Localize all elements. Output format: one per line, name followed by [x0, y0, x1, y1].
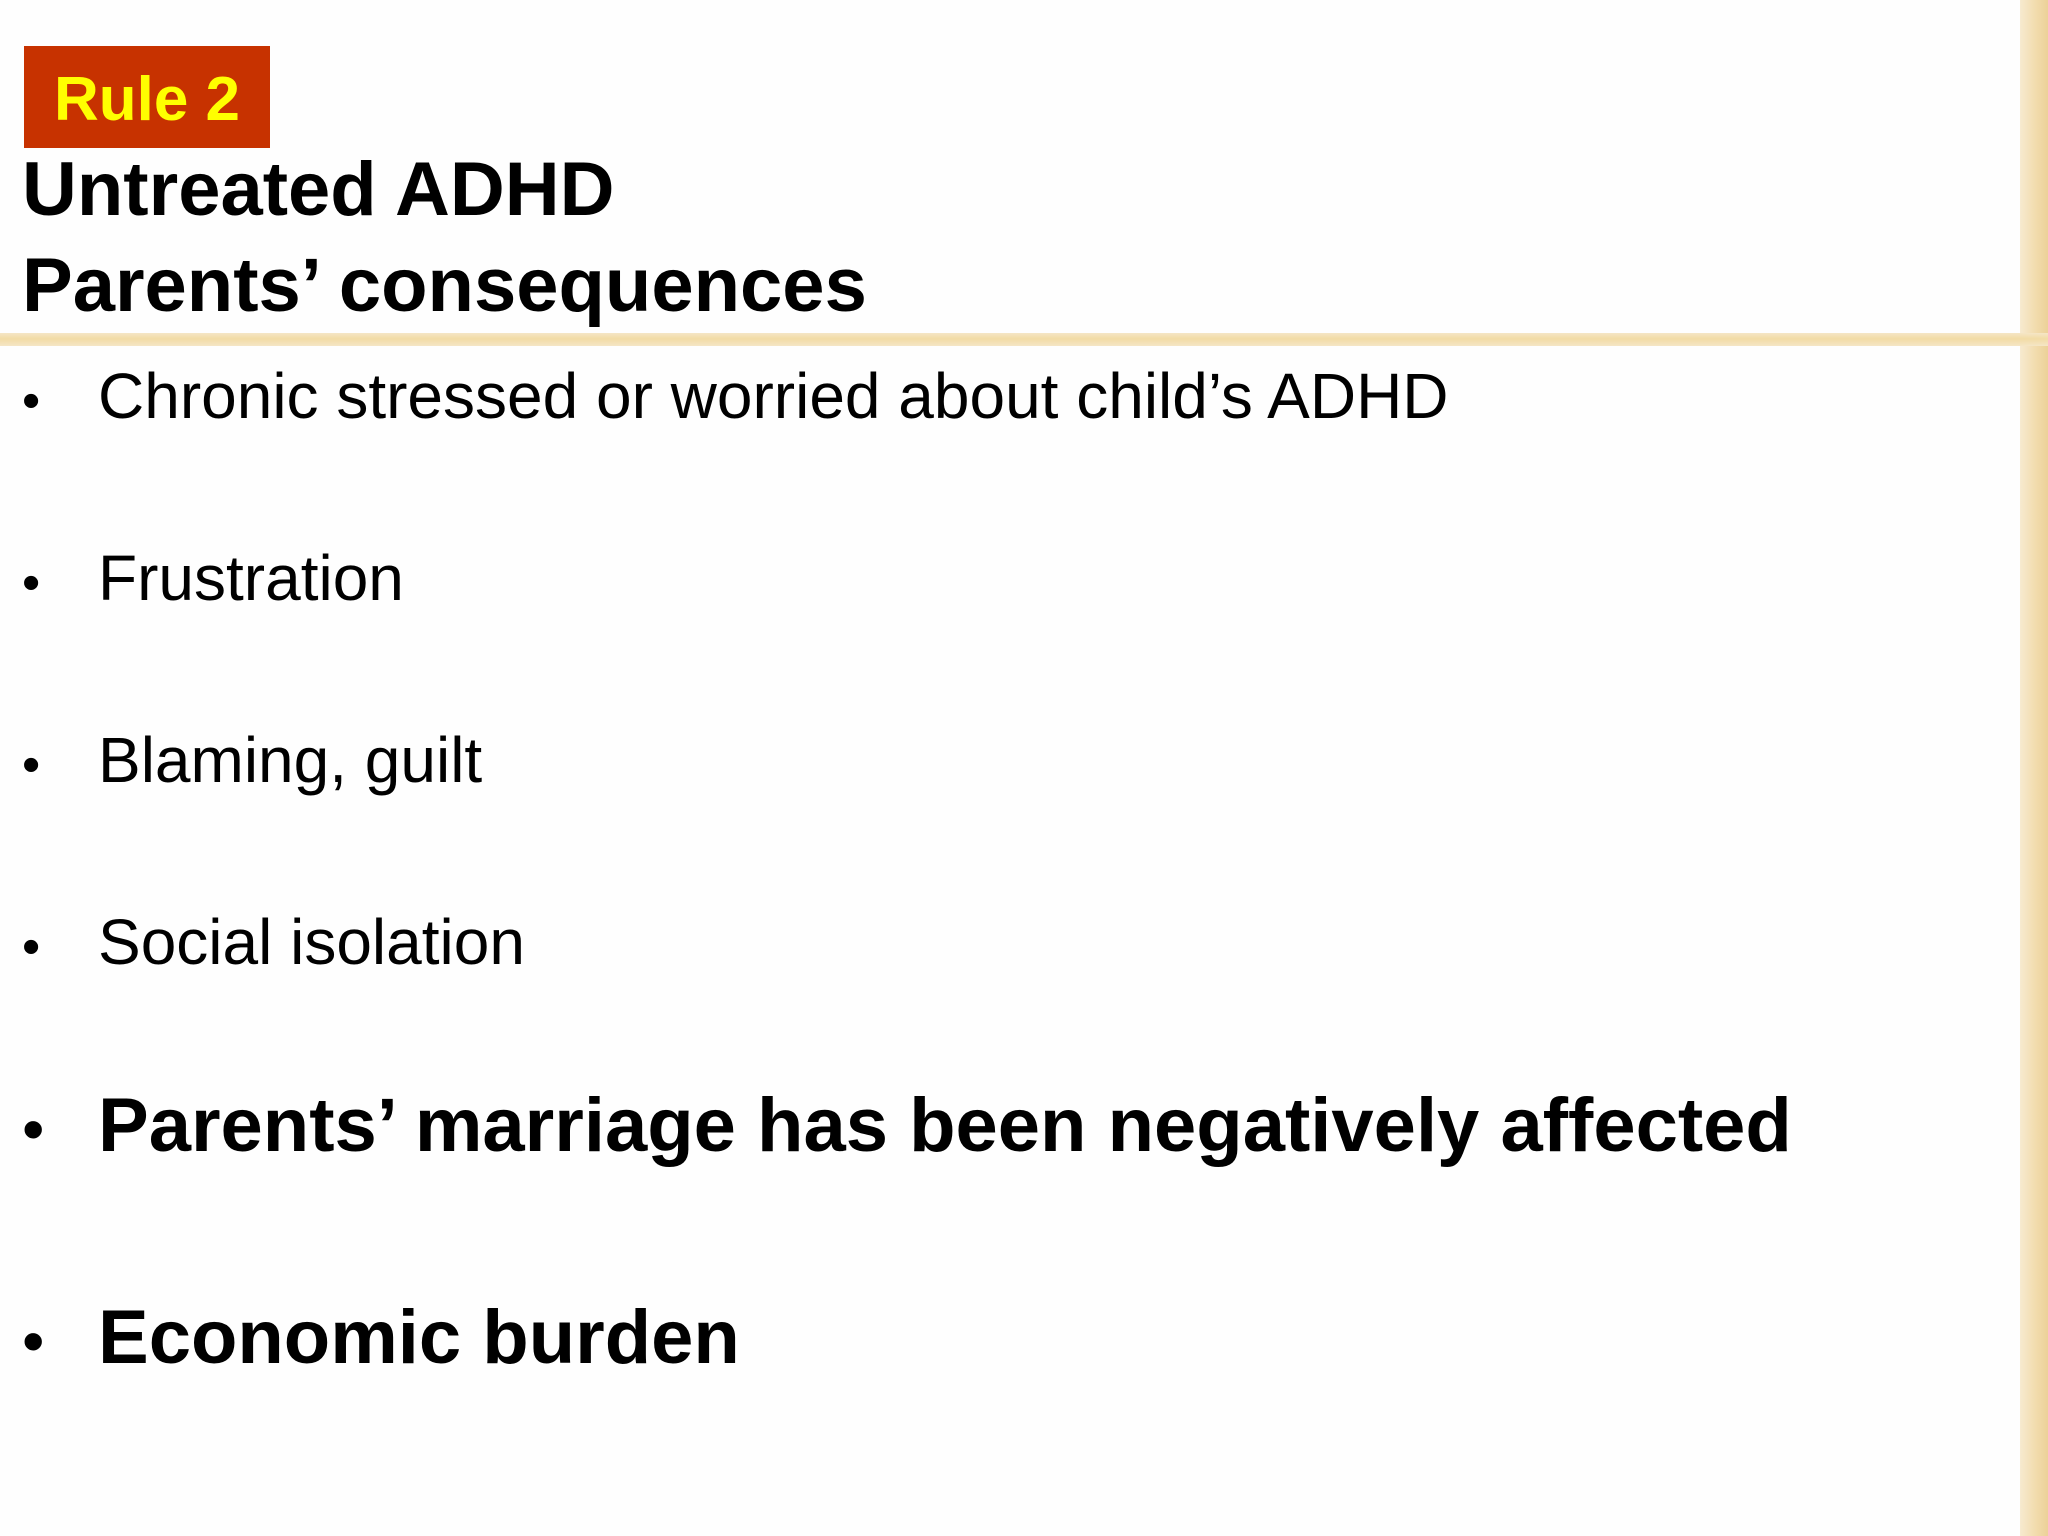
right-border-stripe: [2020, 0, 2048, 1536]
bullet-marker: •: [22, 1305, 45, 1377]
bullet-item-chronic-stress: [22, 360, 1449, 432]
bullet-item-marriage-affected: [22, 1083, 1792, 1168]
bullet-marker: •: [22, 918, 41, 976]
rule-badge-label: Rule 2: [53, 65, 241, 134]
bullet-item-blaming-guilt: [22, 724, 483, 796]
bullet-text: Social isolation: [98, 906, 525, 978]
bullet-text: Frustration: [98, 542, 404, 614]
bullet-text: Chronic stressed or worried about child’s ADHD: [98, 360, 1449, 432]
slide-title-line-2: Parents’ consequences: [22, 243, 867, 328]
bullet-text: Parents’ marriage has been negatively affected: [98, 1083, 1792, 1168]
bullet-marker: •: [22, 736, 41, 794]
bullet-item-social-isolation: [22, 906, 525, 978]
bullet-item-frustration: [22, 542, 404, 614]
bullet-item-economic-burden: [22, 1295, 740, 1380]
bullet-marker: •: [22, 372, 41, 430]
bullet-text: Economic burden: [98, 1295, 740, 1380]
bullet-text: Blaming, guilt: [98, 724, 483, 796]
slide-title-line-1: Untreated ADHD: [22, 147, 615, 232]
bullet-marker: •: [22, 554, 41, 612]
bullet-marker: •: [22, 1093, 45, 1165]
